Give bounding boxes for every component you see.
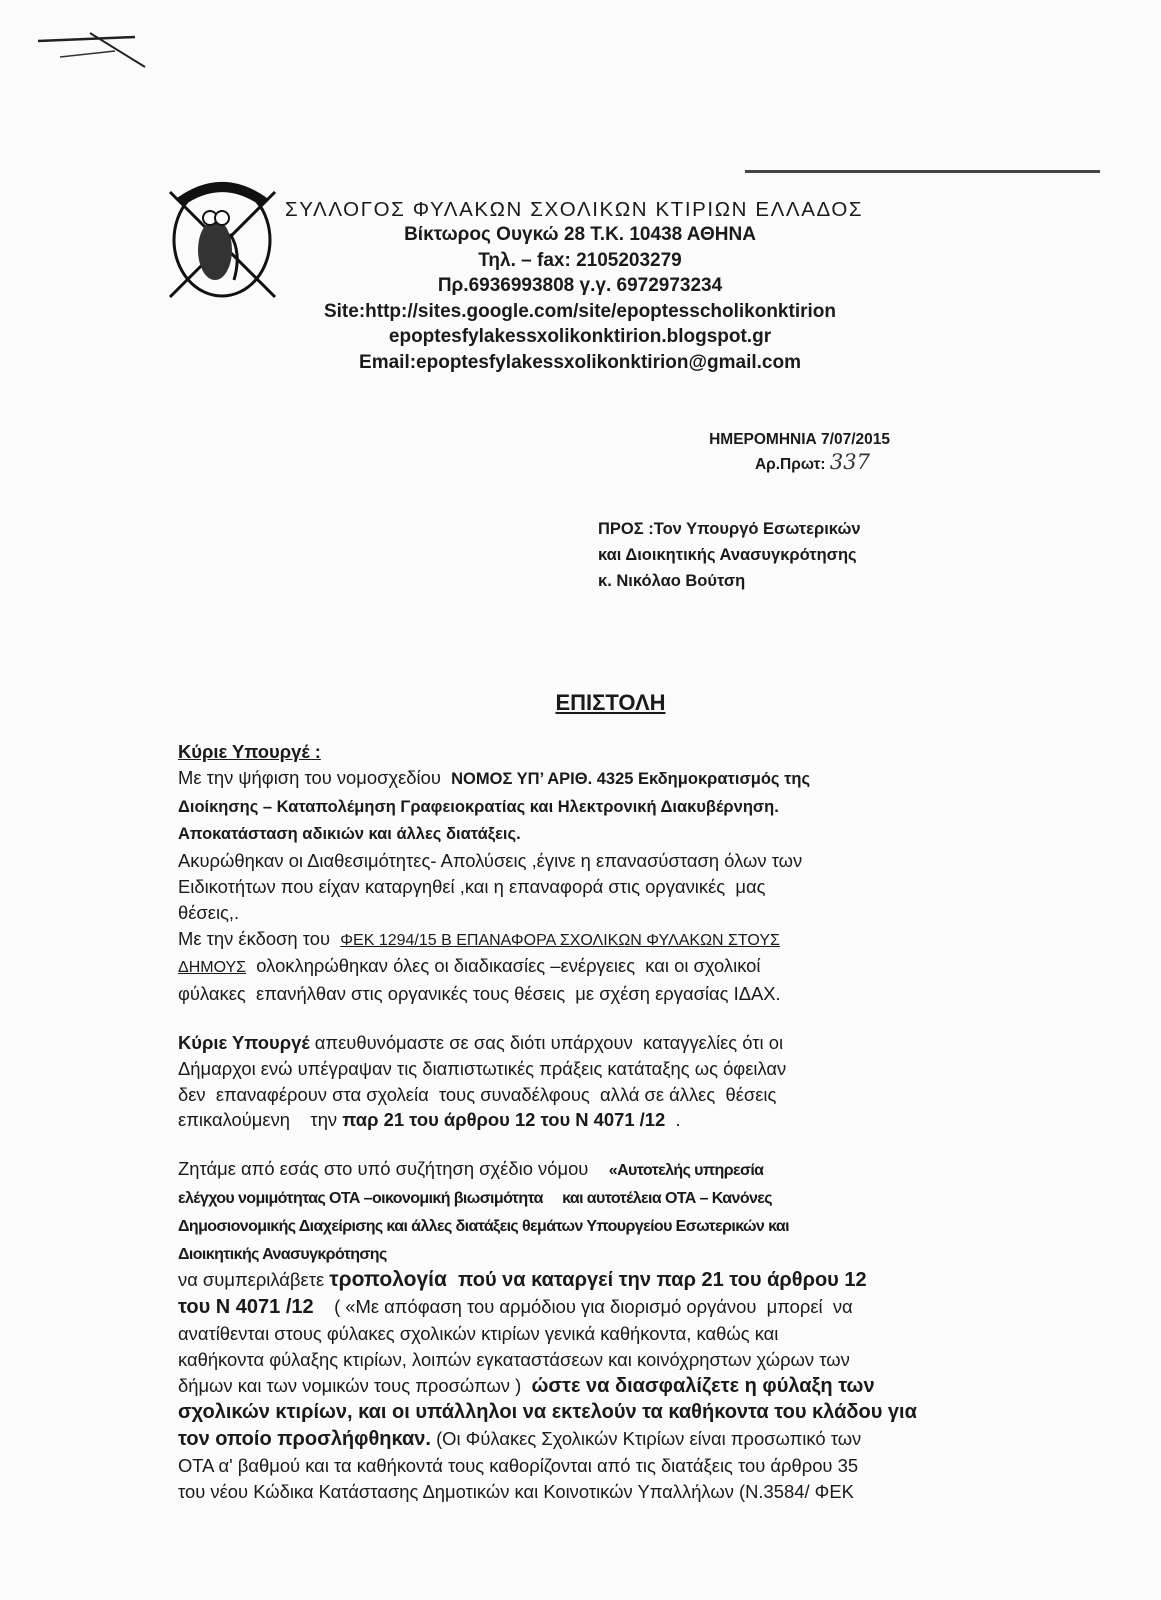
recipient-line: και Διοικητικής Ανασυγκρότησης [598, 546, 857, 564]
letter-title: ΕΠΙΣΤΟΛΗ [555, 690, 666, 715]
text-segment: του νέου Κώδικα Κατάστασης Δημοτικών και Κοινοτικών Υπαλλήλων (Ν.3584/ ΦΕΚ [178, 1480, 854, 1502]
org-address: Βίκτωρος Ουγκώ 28 Τ.Κ. 10438 ΑΘΗΝΑ [404, 224, 756, 245]
org-mobile: Πρ.6936993808 γ.γ. 6972973234 [437, 275, 723, 296]
text-segment: τροπολογία [329, 1268, 447, 1292]
text-segment: Ζητάμε από εσάς στο υπό συζήτηση σχέδιο νόμου [178, 1158, 609, 1180]
body-line [178, 1107, 998, 1133]
text-segment: παρ 21 του άρθρου 12 του Ν 4071 /12 [342, 1109, 666, 1131]
text-segment: Ειδικοτήτων που είχαν καταργηθεί ,και η επαναφορά στις οργανικές μας [178, 875, 766, 897]
body-line [178, 1030, 998, 1056]
text-segment: καθήκοντα φύλαξης κτιρίων, λοιπών εγκαταστάσεων και κοινόχρηστων χώρων των [178, 1348, 850, 1370]
text-segment: Δήμαρχοι ενώ υπέγραψαν τις διαπιστωτικές πράξεις κατάταξης ως όφειλαν [178, 1057, 787, 1079]
text-segment: του Ν 4071 /12 [178, 1296, 314, 1319]
protocol-number: 337 [829, 450, 870, 474]
body-line [178, 1082, 998, 1108]
recipient-block [598, 516, 861, 594]
body-line [178, 1294, 998, 1321]
org-phone: Τηλ. – fax: 2105203279 [478, 249, 682, 271]
org-site-link[interactable]: Site:http://sites.google.com/site/epoptesscholikonktirion [323, 300, 836, 322]
text-segment: Κύριε Υπουργέ : [178, 741, 321, 762]
text-segment: Αποκατάσταση αδικιών και άλλες διατάξεις. [178, 825, 521, 844]
letter-body [178, 739, 998, 1505]
text-segment: ( «Με απόφαση του αρμόδιου για διορισμό οργάνου μπορεί να [313, 1296, 853, 1318]
text-segment: δήμων και των νομικών τους προσώπων ) [178, 1374, 532, 1396]
body-line [178, 848, 998, 874]
body-line [178, 953, 998, 981]
text-segment: . [665, 1109, 681, 1131]
body-line [178, 900, 998, 926]
body-line [178, 765, 998, 793]
org-blog-link[interactable]: epoptesfylakessxolikonktirion.blogspot.gr [388, 326, 772, 347]
body-line [178, 874, 998, 900]
body-line [178, 820, 998, 848]
body-line [178, 1453, 998, 1479]
text-segment: ολοκληρώθηκαν όλες οι διαδικασίες –ενέργειες και οι σχολικοί [246, 955, 761, 977]
text-segment: ΟΤΑ α' βαθμού και τα καθήκοντά τους καθορίζονται από τις διατάξεις του άρθρου 35 [178, 1454, 859, 1476]
text-segment: (Οι Φύλακες Σχολικών Κτιρίων είναι προσωπικό των [430, 1428, 862, 1450]
text-segment: Διοικητικής Ανασυγκρότησης [178, 1245, 387, 1263]
text-segment: «Αυτοτελής υπηρεσία [608, 1162, 764, 1180]
body-line [178, 1321, 998, 1347]
text-segment: Με την ψήφιση του νομοσχεδίου [178, 766, 452, 788]
scan-edge-line [745, 170, 1100, 173]
org-email-link[interactable]: Email:epoptesfylakessxolikonktirion@gmail.com [359, 351, 801, 373]
body-line [178, 1156, 998, 1184]
body-line [178, 981, 998, 1007]
body-line [178, 1184, 998, 1212]
text-segment: Διοίκησης – Καταπολέμηση Γραφειοκρατίας και Ηλεκτρονική Διακυβέρνηση. [178, 797, 779, 816]
date-protocol-block [600, 428, 890, 476]
body-line [178, 1267, 998, 1294]
text-segment: να συμπεριλάβετε [178, 1269, 330, 1291]
text-segment: ώστε να διασφαλίζετε η φύλαξη των [531, 1374, 875, 1397]
text-segment: Δημοσιονομικής Διαχείρισης και άλλες διατάξεις θεμάτων Υπουργείου Εσωτερικών και [178, 1217, 789, 1235]
text-segment: ΝΟΜΟΣ ΥΠ’ ΑΡΙΘ. 4325 Εκδημοκρατισμός της [451, 769, 811, 788]
body-line [178, 1212, 998, 1240]
paragraph-gap [178, 1133, 998, 1156]
body-line [178, 1240, 998, 1268]
letterhead-contact [180, 222, 980, 375]
text-segment: ελέγχου νομιμότητας ΟΤΑ –οικονομική βιωσιμότητα και αυτοτέλεια ΟΤΑ – Κανόνες [178, 1189, 773, 1207]
text-segment: ΦΕΚ 1294/15 Β ΕΠΑΝΑΦΟΡΑ ΣΧΟΛΙΚΩΝ ΦΥΛΑΚΩΝ ΣΤΟΥΣ [340, 931, 780, 949]
text-segment: θέσεις,. [178, 901, 240, 923]
body-line [178, 926, 998, 954]
body-line [178, 793, 998, 821]
recipient-line: κ. Νικόλαο Βούτση [598, 572, 746, 590]
body-line [178, 1347, 998, 1373]
body-line [178, 1399, 998, 1426]
text-segment: ΔΗΜΟΥΣ [178, 959, 247, 977]
body-line [178, 1426, 998, 1453]
text-segment: ανατίθενται στους φύλακες σχολικών κτιρίων γενικά καθήκοντα, καθώς και [178, 1322, 779, 1344]
text-segment: Κύριε Υπουργέ [178, 1031, 310, 1053]
text-segment: Ακυρώθηκαν οι Διαθεσιμότητες- Απολύσεις ,έγινε η επανασύσταση όλων των [178, 850, 803, 872]
text-segment: απευθυνόμαστε σε σας διότι υπάρχουν καταγγελίες ότι οι [309, 1031, 784, 1053]
text-segment: δεν επαναφέρουν στα σχολεία τους συναδέλφους αλλά σε άλλες θέσεις [178, 1083, 777, 1105]
text-segment: τον οποίο προσλήφθηκαν. [178, 1428, 431, 1451]
letter-date: ΗΜΕΡΟΜΗΝΙΑ 7/07/2015 [709, 431, 890, 448]
text-segment: Με την έκδοση του [178, 927, 341, 949]
pen-stroke-marks [30, 25, 160, 75]
body-line [178, 739, 998, 765]
protocol-label: Αρ.Πρωτ: [754, 456, 826, 473]
body-line [178, 1056, 998, 1082]
text-segment: φύλακες επανήλθαν στις οργανικές τους θέσεις με σχέση εργασίας ΙΔΑΧ. [178, 983, 781, 1005]
paragraph-gap [178, 1007, 998, 1030]
text-segment: σχολικών κτιρίων, και οι υπάλληλοι να εκτελούν τα καθήκοντα του κλάδου για [178, 1401, 917, 1424]
org-name: ΣΥΛΛΟΓΟΣ ΦΥΛΑΚΩΝ ΣΧΟΛΙΚΩΝ ΚΤΙΡΙΩΝ ΕΛΛΑΔΟΣ [285, 198, 864, 221]
body-line [178, 1479, 998, 1505]
body-line [178, 1373, 998, 1400]
text-segment: πού να καταργεί την παρ 21 του άρθρου 12 [446, 1269, 867, 1292]
recipient-line: ΠΡΟΣ :Τον Υπουργό Εσωτερικών [598, 520, 861, 538]
text-segment: επικαλούμενη την [178, 1109, 343, 1131]
